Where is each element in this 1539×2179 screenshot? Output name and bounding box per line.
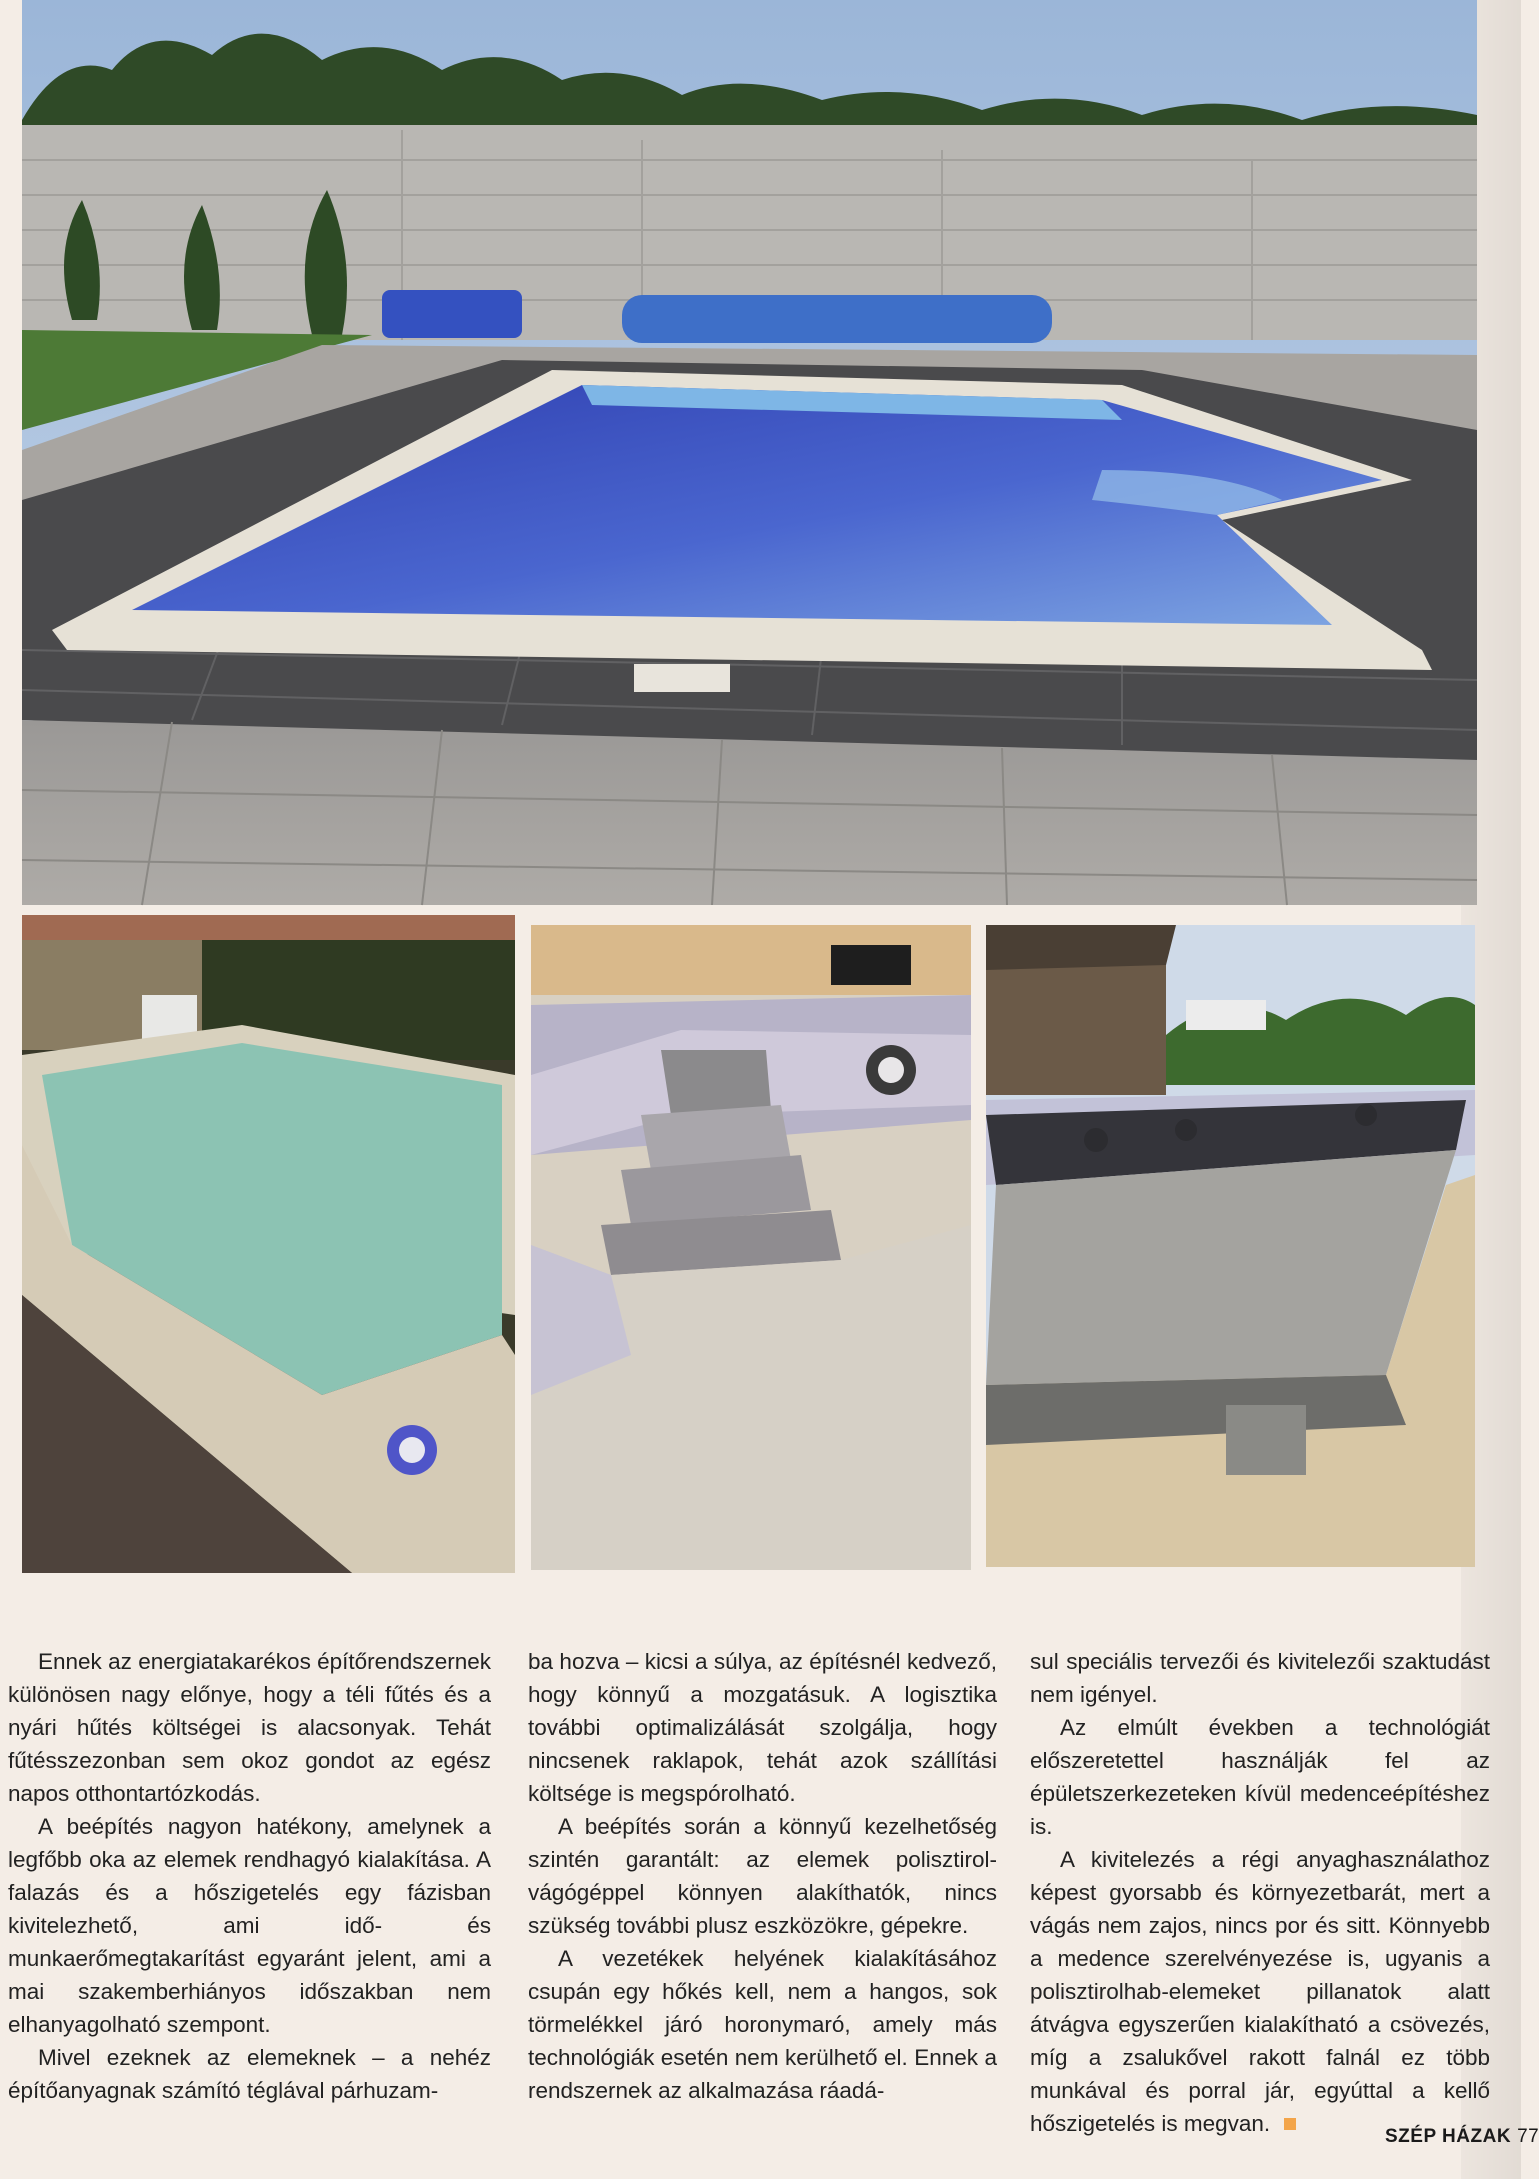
paragraph-final-text: A kivitelezés a régi anyaghasználathoz képest gyorsabb és környezetbarát, mert a vágás nem zajos, nincs por és sitt. Könnyebb a medence szerelvényezése is, ugyanis a polisztirolhab-elemeket pillanatok alatt átvágva egyszerűen kialakítható a csövezés, míg a zsalukővel rakott falnál ez több munkával és porral jár, egyúttal a kellő hőszigetelés is megvan. [1030, 1847, 1490, 2136]
paragraph: sul speciális tervezői és kivitelezői szaktudást nem igényel. [1030, 1649, 1490, 1707]
magazine-name: SZÉP HÁZAK [1385, 2126, 1512, 2147]
article-column-1 [8, 1645, 491, 2107]
paragraph-final [1030, 1843, 1490, 2140]
paragraph: ba hozva – kicsi a súlya, az építésnél kedvező, hogy könnyű a mozgatásuk. A logisztika további optimalizálását szolgálja, hogy nincsenek raklapok, tehát azok szállítási költsége is megspórolható. [528, 1649, 997, 1806]
page-number: 77 [1517, 2126, 1539, 2147]
page-footer [1385, 2126, 1539, 2148]
paragraph: A beépítés nagyon hatékony, amelynek a legfőbb oka az elemek rendhagyó kialakítása. A falazás és a hőszigetelés egy fázisban kivitelezhető, ami idő- és munkaerőmegtakarítást egyaránt jelent, ami a mai szakemberhiányos időszakban nem elhanyagolható szempont. [8, 1814, 491, 2037]
paragraph: Ennek az energiatakarékos építőrendszernek különösen nagy előnye, hogy a téli fűtés és a nyári hűtés költségei is alacsonyak. Tehát fűtésszezonban sem okoz gondot az egész napos otthontartózkodás. [8, 1649, 491, 1806]
photo-pool-shell-outdoor [986, 925, 1475, 1567]
photo-finished-indoor-pool [22, 915, 515, 1573]
article-column-3 [1030, 1645, 1490, 2140]
photo-pool-under-construction-steps [531, 925, 971, 1570]
paragraph: A beépítés során a könnyű kezelhetőség szintén garantált: az elemek polisztirol-vágógéppel könnyen alakíthatók, nincs szükség további plusz eszközökre, gépekre. [528, 1814, 997, 1938]
paragraph: Mivel ezeknek az elemeknek – a nehéz építőanyagnak számító téglával párhuzam- [8, 2045, 491, 2103]
end-of-article-mark [1284, 2118, 1296, 2130]
article-column-2 [528, 1645, 997, 2107]
paragraph: A vezetékek helyének kialakításához csupán egy hőkés kell, nem a hangos, sok törmelékkel járó horonymaró, amely más technológiák esetén nem kerülhető el. Ennek a rendszernek az alkalmazása ráadá- [528, 1946, 997, 2103]
paragraph: Az elmúlt években a technológiát előszeretettel használják fel az épületszerkezeteken kívül medenceépítéshez is. [1030, 1715, 1490, 1839]
hero-photo-finished-pool [22, 0, 1477, 905]
